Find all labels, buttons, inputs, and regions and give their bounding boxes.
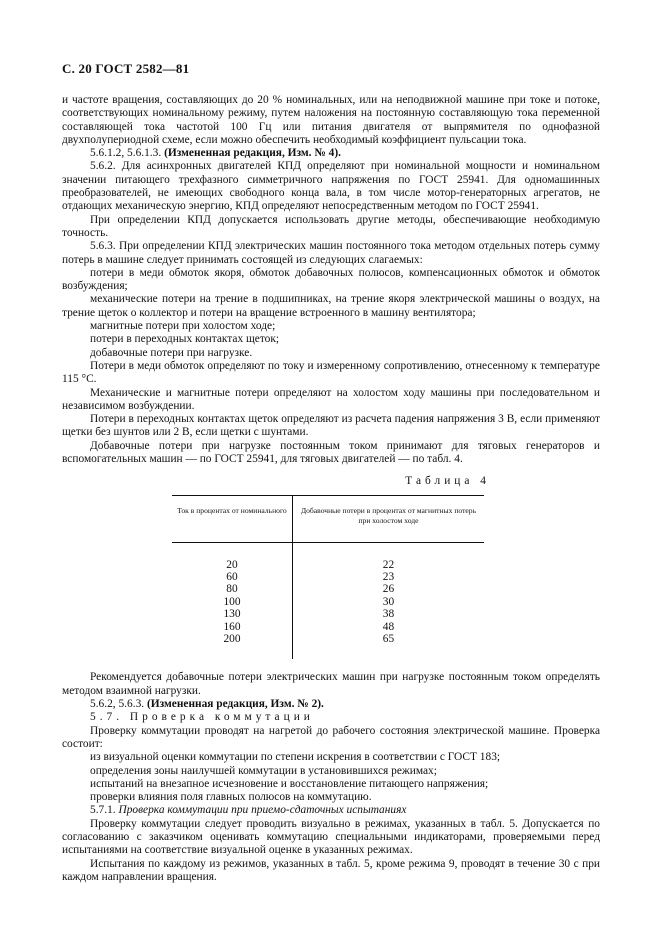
table-cell: 200 <box>172 633 293 659</box>
table-row <box>172 559 484 571</box>
list-item: потери в меди обмоток якоря, обмоток добавочных полюсов, компенсационных обмоток и обмоток возбуждения; <box>62 266 600 293</box>
subsection-title: Проверка коммутации при приемо-сдаточных испытаниях <box>118 804 407 817</box>
list-item: магнитные потери при холостом ходе; <box>90 320 276 333</box>
table-cell: 26 <box>382 583 395 596</box>
amendment-note <box>62 698 600 711</box>
table-cell: 30 <box>382 595 395 608</box>
paragraph: Проверку коммутации следует проводить визуально в режимах, указанных в табл. 5. Допускается по согласованию с заказчиком оценивать коммутацию специальными индикаторами, проверяемыми перед испытаниями на соответствие визуальной оценке в указанных режимах. <box>62 817 600 857</box>
section-heading: 5.7. Проверка коммутации <box>90 711 314 724</box>
table-row <box>172 608 484 620</box>
paragraph: Потери в переходных контактах щеток определяют из расчета падения напряжения 3 В, если применяют щетки без шунтов или 2 В, если щетки с шунтами. <box>62 413 600 439</box>
table-row <box>172 596 484 608</box>
table-row <box>172 621 484 633</box>
table-cell: 48 <box>382 620 395 633</box>
table-cell: 60 <box>172 571 293 583</box>
list-item: испытаний на внезапное исчезновение и восстановление питающего напряжения; <box>90 777 489 790</box>
table-cell: 65 <box>382 633 395 646</box>
table-cell: 38 <box>382 608 395 621</box>
table-cell: 23 <box>382 571 395 584</box>
table-cell: 22 <box>382 558 395 571</box>
table-row <box>172 633 484 659</box>
paragraph: Испытания по каждому из режимов, указанных в табл. 5, кроме режима 9, проводят в течение 30 с при каждом направлении вращения. <box>62 857 600 883</box>
paragraph: Рекомендуется добавочные потери электрических машин при нагрузке постоянным током определять методом взаимной нагрузки. <box>62 671 600 697</box>
page-header: С. 20 ГОСТ 2582—81 <box>62 61 190 76</box>
paragraph: Механические и магнитные потери определяют на холостом ходу машины при последовательном и независимом возбуждении. <box>62 386 600 412</box>
table-cell: 20 <box>172 559 293 571</box>
list-item: механические потери на трение в подшипниках, на трение якоря электрической машины о воздух, на трение щеток о коллектор и потери на вращение встроенного в машину вентилятора; <box>62 293 600 319</box>
paragraph: Добавочные потери при нагрузке постоянным током принимают для тяговых генераторов и вспомогательных машин — по ГОСТ 25941, для тяговых двигателей — по табл. 4. <box>62 439 600 466</box>
clause-numbers: 5.6.2, 5.6.3. <box>90 698 145 711</box>
clause-numbers: 5.6.1.2, 5.6.1.3. <box>90 147 162 160</box>
list-item: проверки влияния поля главных полюсов на коммутацию. <box>90 791 372 804</box>
table-cell: 80 <box>172 583 293 595</box>
list-item: добавочные потери при нагрузке. <box>90 346 253 359</box>
table-cell: 160 <box>172 621 293 633</box>
table-4 <box>172 495 484 660</box>
amendment-text: (Измененная редакция, Изм. № 2). <box>146 698 324 711</box>
paragraph: и частоте вращения, составляющих до 20 % номинальных, или на неподвижной машине при токе и потоке, соответствующих номинальному режиму, путем наложения на постоянную составляющую тока переменной составляющей тока частотой 100 Гц или питания двигателя от выпрямителя по однофазной двухполупериодной схеме, если можно обеспечить необходимый коэффициент пульсации тока. <box>62 94 600 146</box>
table-header-current: Ток в процентах от номинального <box>172 495 293 542</box>
table-header-losses: Добавочные потери в процентах от магнитных потерь при холостом ходе <box>293 495 485 542</box>
amendment-text: (Измененная редакция, Изм. № 4). <box>164 147 342 160</box>
table-row <box>172 583 484 595</box>
table-caption: Таблица 4 <box>405 475 490 488</box>
subsection-heading <box>62 804 600 817</box>
paragraph: Проверку коммутации проводят на нагретой до рабочего состояния электрической машине. Проверка состоит: <box>62 724 600 750</box>
paragraph: При определении КПД допускается использовать другие методы, обеспечивающие необходимую точность. <box>62 213 600 239</box>
table-cell: 100 <box>172 596 293 608</box>
table-row <box>172 571 484 583</box>
list-item: определения зоны наилучшей коммутации в установившихся режимах; <box>90 764 437 777</box>
list-item: потери в переходных контактах щеток; <box>90 333 280 346</box>
amendment-note <box>62 147 600 160</box>
paragraph: 5.6.3. При определении КПД электрических машин постоянного тока методом отдельных потерь сумму потерь в машине следует принимать состоящей из следующих слагаемых: <box>62 240 600 266</box>
clause-number: 5.7.1. <box>90 804 116 817</box>
document-body <box>62 94 600 884</box>
list-item: из визуальной оценки коммутации по степени искрения в соответствии с ГОСТ 183; <box>90 751 501 764</box>
table-cell: 130 <box>172 608 293 620</box>
paragraph: Потери в меди обмоток определяют по току и измеренному сопротивлению, отнесенному к температуре 115 °С. <box>62 359 600 386</box>
paragraph: 5.6.2. Для асинхронных двигателей КПД определяют при номинальной мощности и номинальном значении питающего трехфазного симметричного напряжения по ГОСТ 25941. Для одномашинных преобразователей, не имеющих свободного конца вала, в том числе мотор-генераторных агрегатов, не отдающих механическую энергию, КПД определяют непосредственным методом по ГОСТ 25941. <box>62 160 600 213</box>
